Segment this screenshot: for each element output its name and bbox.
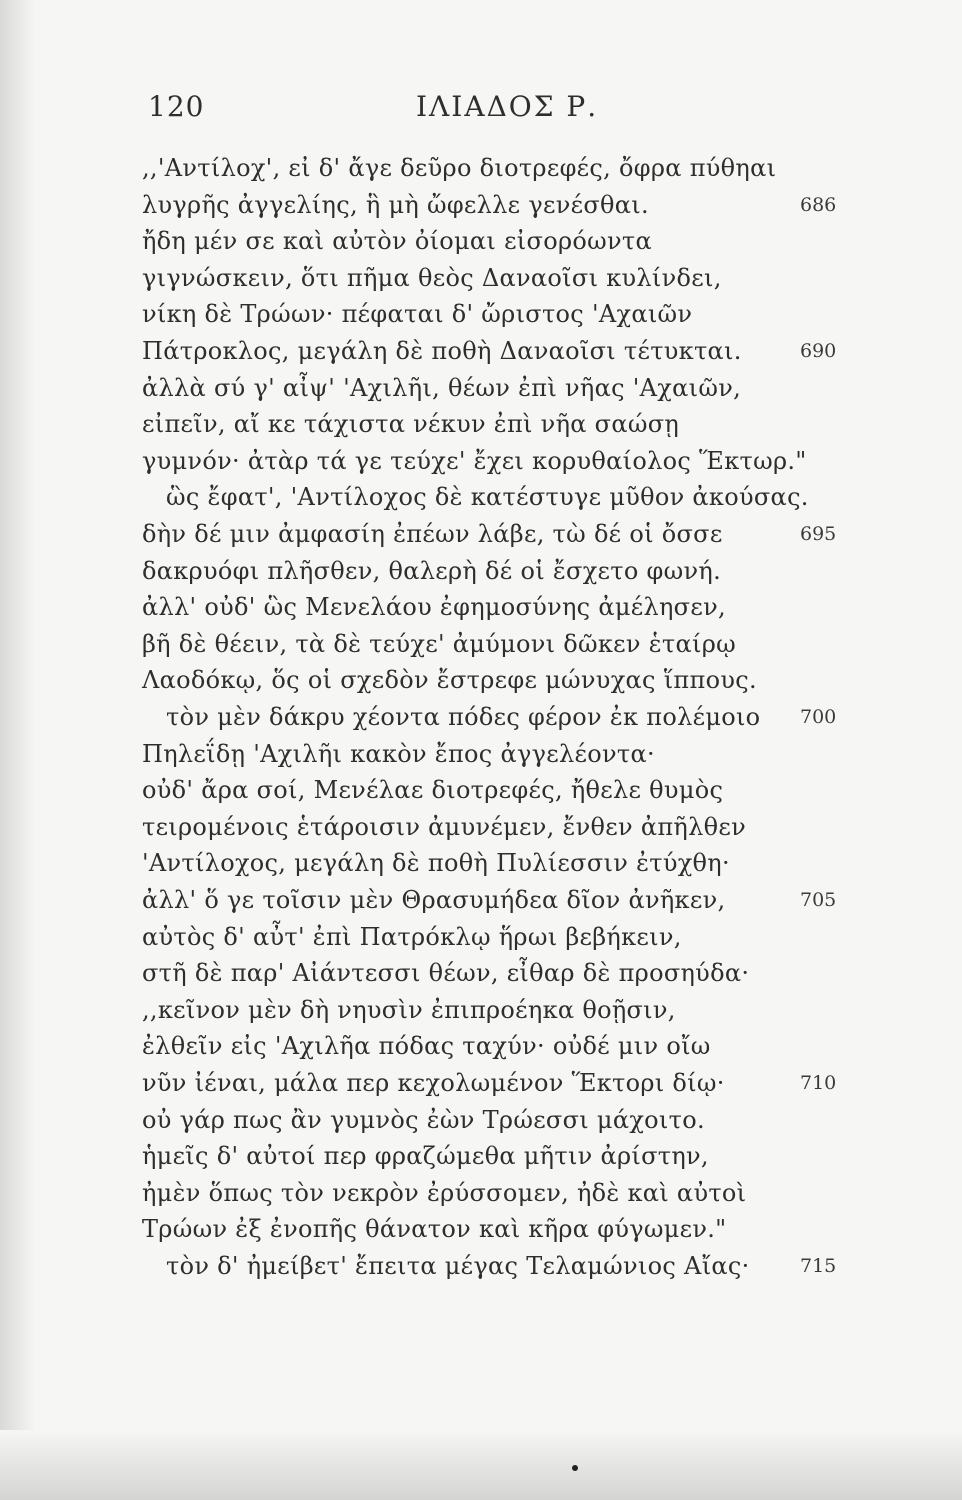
verse-line: 'Αντίλοχος, μεγάλη δὲ ποθὴ Πυλίεσσιν ἐτύχθη·: [142, 849, 730, 877]
verse-line: ἀλλ' ὅ γε τοῖσιν μὲν Θρασυμήδεα δῖον ἀνῆκεν,: [142, 886, 726, 914]
verse-line: Τρώων ἐξ ἐνοπῆς θάνατον καὶ κῆρα φύγωμεν.": [142, 1215, 727, 1243]
verse-line: δακρυόφι πλῆσθεν, θαλερὴ δέ οἱ ἔσχετο φωνή.: [142, 557, 722, 585]
verse-line: ἠμὲν ὅπως τὸν νεκρὸν ἐρύσσομεν, ἠδὲ καὶ αὐτοὶ: [142, 1179, 747, 1207]
verse-line: Πάτροκλος, μεγάλη δὲ ποθὴ Δαναοῖσι τέτυκται.: [142, 337, 742, 365]
verse-line: Πηλεΐδῃ 'Αχιλῆι κακὸν ἔπος ἀγγελέοντα·: [142, 740, 655, 768]
verse-line-number: 715: [800, 1255, 837, 1277]
verse-line: τὸν μὲν δάκρυ χέοντα πόδες φέρον ἐκ πολέμοιο: [166, 703, 761, 731]
verse-line: ὣς ἔφατ', 'Αντίλοχος δὲ κατέστυγε μῦθον ἀκούσας.: [166, 483, 809, 511]
verse-line-number: 686: [800, 194, 837, 216]
verse-line: λυγρῆς ἀγγελίης, ἣ μὴ ὤφελλε γενέσθαι.: [142, 191, 649, 219]
verse-line: τὸν δ' ἠμείβετ' ἔπειτα μέγας Τελαμώνιος Αἴας·: [166, 1252, 750, 1280]
verse-line: βῆ δὲ θέειν, τὰ δὲ τεύχε' ἀμύμονι δῶκεν ἑταίρῳ: [142, 630, 736, 658]
verse-line: ,,κεῖνον μὲν δὴ νηυσὶν ἐπιπροέηκα θοῇσιν,: [142, 996, 676, 1024]
running-title: ΙΛΙΑΔΟΣ Ρ.: [416, 90, 599, 123]
verse-line: ἡμεῖς δ' αὐτοί περ φραζώμεθα μῆτιν ἀρίστην,: [142, 1142, 709, 1170]
verse-line: ἀλλ' οὐδ' ὣς Μενελάου ἐφημοσύνης ἀμέλησεν,: [142, 593, 726, 621]
verse-line-number: 700: [800, 706, 837, 728]
page-number: 120: [148, 90, 205, 123]
verse-line: ,,'Αντίλοχ', εἰ δ' ἄγε δεῦρο διοτρεφές, ὄφρα πύθηαι: [142, 154, 777, 182]
verse-line: νῦν ἰέναι, μάλα περ κεχολωμένον Ἕκτορι δίῳ·: [142, 1069, 725, 1097]
verse-line: ἐλθεῖν εἰς 'Αχιλῆα πόδας ταχύν· οὐδέ μιν οἴω: [142, 1032, 711, 1060]
verse-line: δὴν δέ μιν ἀμφασίη ἐπέων λάβε, τὼ δέ οἱ ὄσσε: [142, 520, 723, 548]
verse-line: γυμνόν· ἀτὰρ τά γε τεύχε' ἔχει κορυθαίολος Ἕκτωρ.": [142, 447, 807, 475]
verse-line: αὐτὸς δ' αὖτ' ἐπὶ Πατρόκλῳ ἥρωι βεβήκειν,: [142, 923, 682, 951]
verse-line-number: 705: [800, 889, 837, 911]
verse-line: οὐ γάρ πως ἂν γυμνὸς ἐὼν Τρώεσσι μάχοιτο.: [142, 1106, 705, 1134]
verse-line: οὐδ' ἄρα σοί, Μενέλαε διοτρεφές, ἤθελε θυμὸς: [142, 776, 724, 804]
verse-line: νίκη δὲ Τρώων· πέφαται δ' ὤριστος 'Αχαιῶν: [142, 300, 693, 328]
verse-line: τειρομένοις ἑτάροισιν ἀμυνέμεν, ἔνθεν ἀπῆλθεν: [142, 813, 746, 841]
verse-line: εἰπεῖν, αἴ κε τάχιστα νέκυν ἐπὶ νῆα σαώσῃ: [142, 410, 680, 438]
verse-line: Λαοδόκῳ, ὅς οἱ σχεδὸν ἔστρεφε μώνυχας ἵππους.: [142, 666, 757, 694]
verse-line: ἤδη μέν σε καὶ αὐτὸν ὀίομαι εἰσορόωντα: [142, 227, 652, 255]
verse-line: γιγνώσκειν, ὅτι πῆμα θεὸς Δαναοῖσι κυλίνδει,: [142, 264, 722, 292]
verse-line: στῆ δὲ παρ' Αἰάντεσσι θέων, εἶθαρ δὲ προσηύδα·: [142, 959, 750, 987]
verse-line-number: 695: [800, 523, 837, 545]
verse-line-number: 690: [800, 340, 837, 362]
verse-line-number: 710: [800, 1072, 837, 1094]
ink-speck: [572, 1465, 578, 1471]
verse-line: ἀλλὰ σύ γ' αἶψ' 'Αχιλῆι, θέων ἐπὶ νῆας 'Αχαιῶν,: [142, 374, 742, 402]
